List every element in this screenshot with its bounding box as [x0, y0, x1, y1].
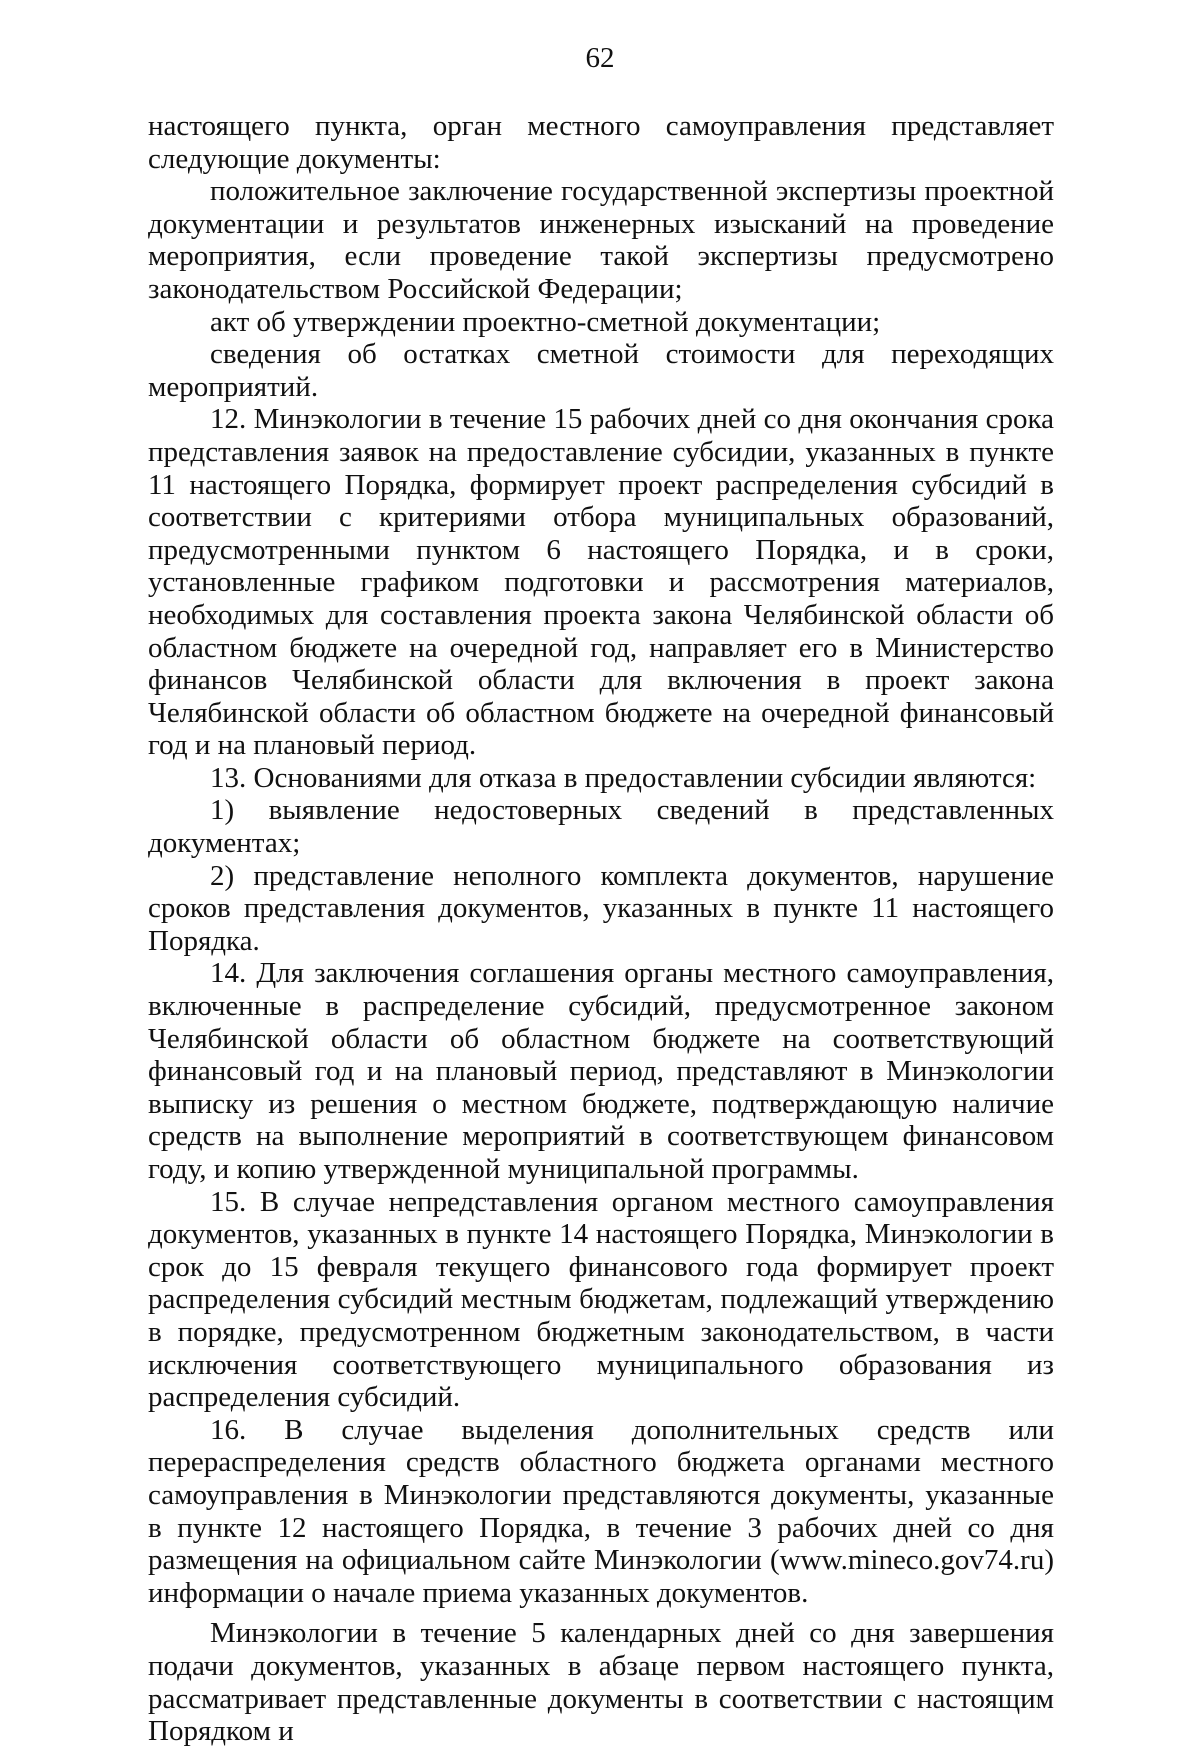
- paragraph-continuation: настоящего пункта, орган местного самоуправления представляет следующие документы:: [148, 110, 1054, 175]
- paragraph-approval-act: акт об утверждении проектно-сметной документации;: [210, 305, 881, 338]
- paragraph-cost-balances: сведения об остатках сметной стоимости для переходящих мероприятий.: [148, 338, 1054, 403]
- paragraph-clause-14: 14. Для заключения соглашения органы местного самоуправления, включенные в распределение субсидий, предусмотренное законом Челябинской области об областном бюджете на соответствующий финансовый год и на плановый период, представляют в Минэкологии выписку из решения о местном бюджете, подтверждающую наличие средств на выполнение мероприятий в соответствующем финансовом году, и копию утвержденной муниципальной программы.: [148, 957, 1054, 1185]
- paragraph-clause-15: 15. В случае непредставления органом местного самоуправления документов, указанных в пункте 14 настоящего Порядка, Минэкологии в срок до 15 февраля текущего финансового года формирует проект распределения субсидий местным бюджетам, подлежащий утверждению в порядке, предусмотренном бюджетным законодательством, в части исключения соответствующего муниципального образования из распределения субсидий.: [148, 1185, 1054, 1414]
- paragraph-clause-16-continuation: Минэкологии в течение 5 календарных дней со дня завершения подачи документов, указанных в абзаце первом настоящего пункта, рассматривает представленные документы в соответствии с настоящим Порядком и: [148, 1617, 1054, 1748]
- paragraph-clause-12: 12. Минэкологии в течение 15 рабочих дней со дня окончания срока представления заявок на предоставление субсидии, указанных в пункте 11 настоящего Порядка, формирует проект распределения субсидий в соответствии с критериями отбора муниципальных образований, предусмотренными пунктом 6 настоящего Порядка, и в сроки, установленные графиком подготовки и рассмотрения материалов, необходимых для составления проекта закона Челябинской области об областном бюджете на очередной год, направляет его в Министерство финансов Челябинской области для включения в проект закона Челябинской области об областном бюджете на очередной финансовый год и на плановый период.: [148, 403, 1054, 762]
- paragraph-clause-13-item-1: 1) выявление недостоверных сведений в представленных документах;: [148, 794, 1054, 860]
- paragraph-expertise-conclusion: положительное заключение государственной экспертизы проектной документации и результатов инженерных изысканий на проведение мероприятия, если проведение такой экспертизы предусмотрено законодательством Российской Федерации;: [148, 175, 1054, 305]
- paragraph-clause-13: 13. Основаниями для отказа в предоставлении субсидии являются:: [210, 761, 1037, 794]
- paragraph-clause-13-item-2: 2) представление неполного комплекта документов, нарушение сроков представления документов, указанных в пункте 11 настоящего Порядка.: [148, 859, 1054, 957]
- page-number: 62: [585, 42, 615, 74]
- document-body: [148, 110, 1054, 1748]
- paragraph-clause-16: 16. В случае выделения дополнительных средств или перераспределения средств областного бюджета органами местного самоуправления в Минэкологии представляются документы, указанные в пункте 12 настоящего Порядка, в течение 3 рабочих дней со дня размещения на официальном сайте Минэкологии (www.mineco.gov74.ru) информации о начале приема указанных документов.: [148, 1413, 1054, 1609]
